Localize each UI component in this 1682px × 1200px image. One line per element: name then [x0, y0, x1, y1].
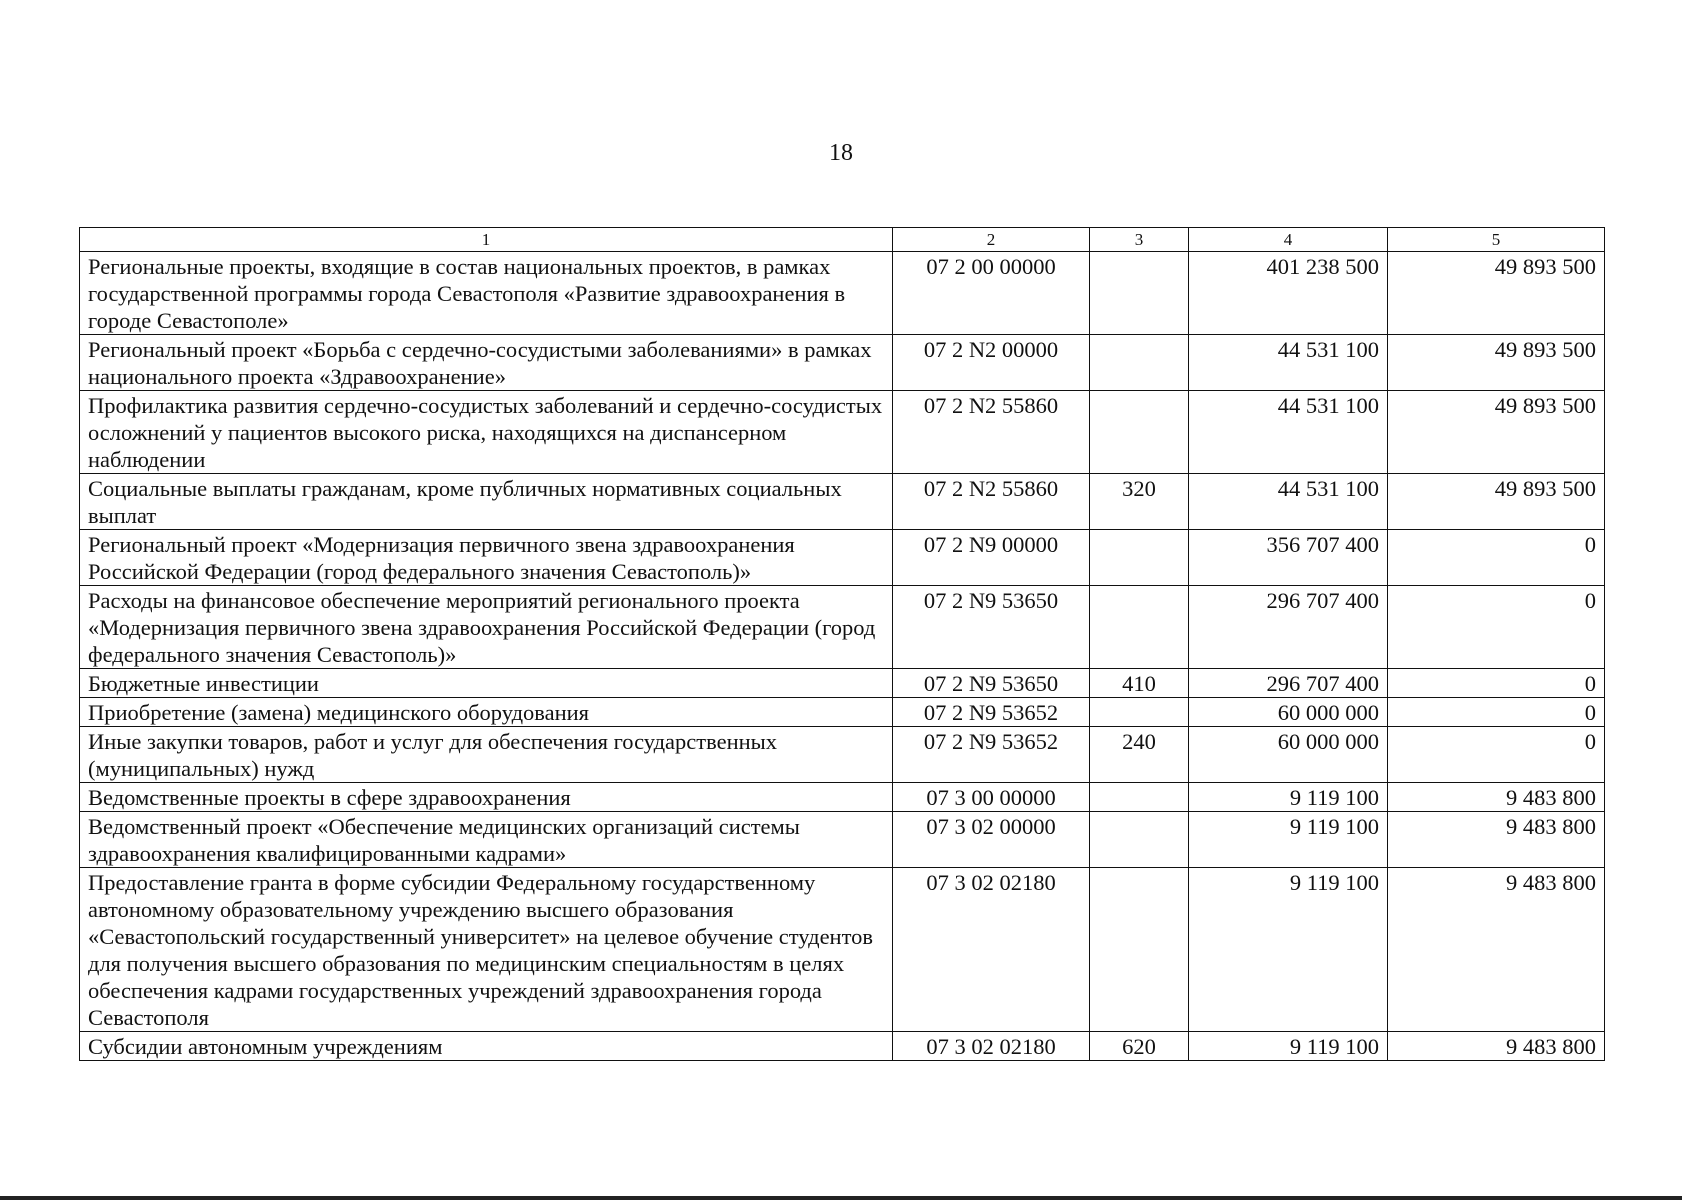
column-header-name: 1	[80, 228, 893, 252]
column-header-amount-2: 5	[1388, 228, 1605, 252]
row-code: 07 3 02 02180	[893, 1032, 1090, 1061]
column-header-amount-1: 4	[1189, 228, 1388, 252]
row-amount-2: 9 483 800	[1388, 868, 1605, 1032]
row-amount-2: 49 893 500	[1388, 474, 1605, 530]
row-amount-1: 44 531 100	[1189, 335, 1388, 391]
row-code: 07 2 N9 00000	[893, 530, 1090, 586]
row-expense-type: 620	[1090, 1032, 1189, 1061]
row-amount-2: 49 893 500	[1388, 252, 1605, 335]
row-code: 07 2 00 00000	[893, 252, 1090, 335]
row-amount-1: 9 119 100	[1189, 812, 1388, 868]
page-number: 18	[829, 140, 853, 166]
row-amount-1: 296 707 400	[1189, 669, 1388, 698]
table-row	[80, 252, 1605, 335]
row-expense-type	[1090, 335, 1189, 391]
column-header-code: 2	[893, 228, 1090, 252]
row-expense-type	[1090, 868, 1189, 1032]
budget-table	[79, 227, 1605, 1061]
row-amount-1: 44 531 100	[1189, 391, 1388, 474]
row-code: 07 2 N9 53650	[893, 586, 1090, 669]
row-amount-1: 9 119 100	[1189, 1032, 1388, 1061]
column-header-expense-type: 3	[1090, 228, 1189, 252]
row-amount-2: 49 893 500	[1388, 391, 1605, 474]
row-amount-2: 0	[1388, 727, 1605, 783]
row-expense-type	[1090, 783, 1189, 812]
row-expense-type	[1090, 586, 1189, 669]
row-amount-1: 356 707 400	[1189, 530, 1388, 586]
row-name: Региональный проект «Модернизация первичного звена здравоохранения Российской Федерации (город федерального значения Севастополь)»	[80, 530, 893, 586]
row-amount-2: 0	[1388, 669, 1605, 698]
table-row	[80, 783, 1605, 812]
row-code: 07 2 N9 53650	[893, 669, 1090, 698]
row-code: 07 3 02 00000	[893, 812, 1090, 868]
row-expense-type	[1090, 530, 1189, 586]
row-amount-1: 60 000 000	[1189, 698, 1388, 727]
row-expense-type: 240	[1090, 727, 1189, 783]
row-amount-1: 9 119 100	[1189, 868, 1388, 1032]
row-expense-type: 410	[1090, 669, 1189, 698]
row-amount-2: 0	[1388, 530, 1605, 586]
row-name: Расходы на финансовое обеспечение мероприятий регионального проекта «Модернизация первичного звена здравоохранения Российской Федерации (город федерального значения Севастополь)»	[80, 586, 893, 669]
table-row	[80, 530, 1605, 586]
row-name: Предоставление гранта в форме субсидии Федеральному государственному автономному образовательному учреждению высшего образования «Севастопольский государственный университет» на целевое обучение студентов для получения высшего образования по медицинским специальностям в целях обеспечения кадрами государственных учреждений здравоохранения города Севастополя	[80, 868, 893, 1032]
row-name: Региональные проекты, входящие в состав национальных проектов, в рамках государственной программы города Севастополя «Развитие здравоохранения в городе Севастополе»	[80, 252, 893, 335]
table-row	[80, 698, 1605, 727]
row-name: Профилактика развития сердечно-сосудистых заболеваний и сердечно-сосудистых осложнений у пациентов высокого риска, находящихся на диспансерном наблюдении	[80, 391, 893, 474]
table-row	[80, 868, 1605, 1032]
header-row	[80, 228, 1605, 252]
row-name: Ведомственный проект «Обеспечение медицинских организаций системы здравоохранения квалифицированными кадрами»	[80, 812, 893, 868]
table-row	[80, 586, 1605, 669]
row-amount-2: 49 893 500	[1388, 335, 1605, 391]
row-amount-1: 44 531 100	[1189, 474, 1388, 530]
row-amount-2: 9 483 800	[1388, 1032, 1605, 1061]
row-code: 07 2 N2 55860	[893, 391, 1090, 474]
row-amount-1: 9 119 100	[1189, 783, 1388, 812]
row-amount-1: 60 000 000	[1189, 727, 1388, 783]
row-amount-2: 0	[1388, 698, 1605, 727]
row-name: Региональный проект «Борьба с сердечно-сосудистыми заболеваниями» в рамках национального проекта «Здравоохранение»	[80, 335, 893, 391]
table-row	[80, 391, 1605, 474]
row-name: Приобретение (замена) медицинского оборудования	[80, 698, 893, 727]
row-expense-type: 320	[1090, 474, 1189, 530]
table-row	[80, 669, 1605, 698]
row-amount-1: 401 238 500	[1189, 252, 1388, 335]
row-code: 07 2 N2 00000	[893, 335, 1090, 391]
row-expense-type	[1090, 252, 1189, 335]
row-name: Ведомственные проекты в сфере здравоохранения	[80, 783, 893, 812]
row-code: 07 2 N9 53652	[893, 727, 1090, 783]
row-expense-type	[1090, 812, 1189, 868]
row-expense-type	[1090, 698, 1189, 727]
row-amount-1: 296 707 400	[1189, 586, 1388, 669]
table-row	[80, 1032, 1605, 1061]
table-row	[80, 812, 1605, 868]
row-name: Субсидии автономным учреждениям	[80, 1032, 893, 1061]
row-expense-type	[1090, 391, 1189, 474]
row-amount-2: 9 483 800	[1388, 783, 1605, 812]
row-code: 07 2 N9 53652	[893, 698, 1090, 727]
table-row	[80, 474, 1605, 530]
row-code: 07 3 00 00000	[893, 783, 1090, 812]
row-name: Бюджетные инвестиции	[80, 669, 893, 698]
table-row	[80, 335, 1605, 391]
row-code: 07 3 02 02180	[893, 868, 1090, 1032]
row-amount-2: 0	[1388, 586, 1605, 669]
row-code: 07 2 N2 55860	[893, 474, 1090, 530]
row-name: Социальные выплаты гражданам, кроме публичных нормативных социальных выплат	[80, 474, 893, 530]
table-row	[80, 727, 1605, 783]
row-amount-2: 9 483 800	[1388, 812, 1605, 868]
row-name: Иные закупки товаров, работ и услуг для обеспечения государственных (муниципальных) нужд	[80, 727, 893, 783]
page-bottom-edge	[0, 1196, 1682, 1200]
